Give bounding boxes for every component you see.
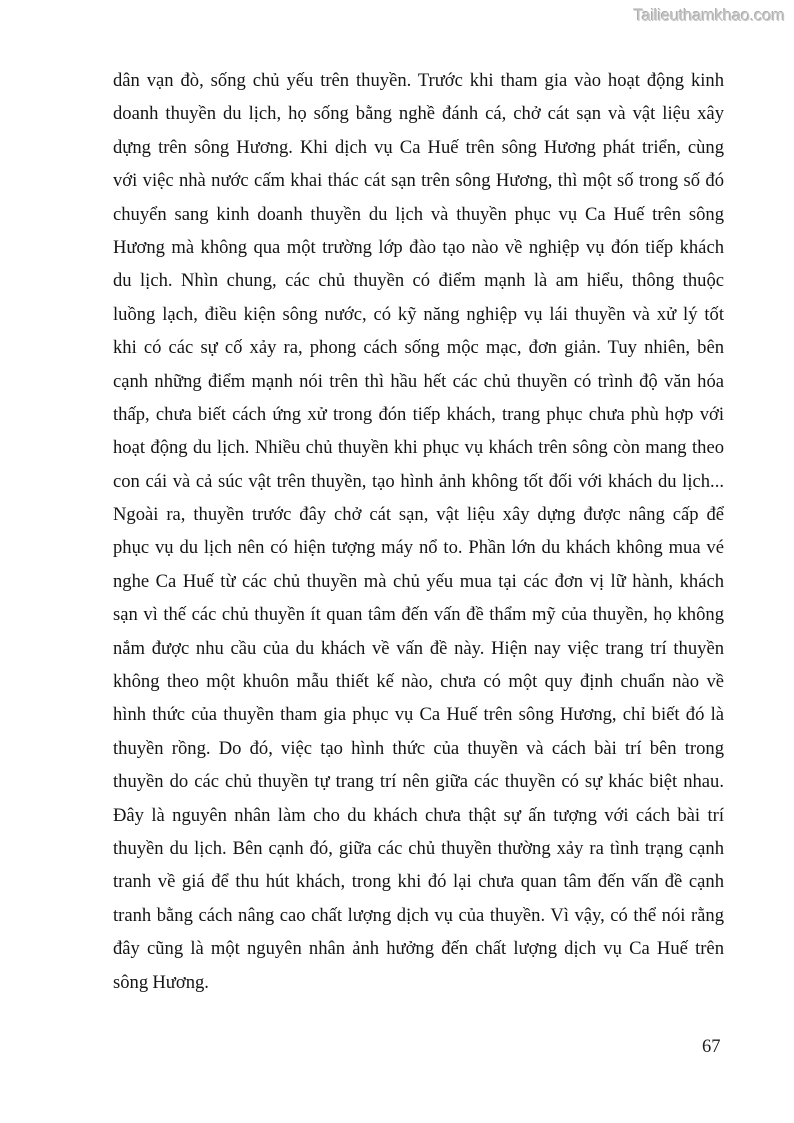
watermark-text: Tailieuthamkhao.com bbox=[633, 7, 785, 25]
text-line: dựng trên sông Hương. Khi dịch vụ Ca Huế trên sông Hương phát triển, cùng bbox=[113, 136, 724, 158]
text-line: thuyền rồng. Do đó, việc tạo hình thức của thuyền và cách bài trí bên trong bbox=[113, 737, 724, 759]
page-number: 67 bbox=[702, 1037, 721, 1057]
text-line: Ngoài ra, thuyền trước đây chở cát sạn, vật liệu xây dựng được nâng cấp để bbox=[113, 504, 724, 526]
body-paragraph bbox=[113, 64, 724, 999]
text-line: hình thức của thuyền tham gia phục vụ Ca Huế trên sông Hương, chỉ biết đó là bbox=[113, 704, 724, 726]
text-line: khi có các sự cố xảy ra, phong cách sống mộc mạc, đơn giản. Tuy nhiên, bên bbox=[113, 337, 724, 359]
text-line: thuyền do các chủ thuyền tự trang trí nên giữa các thuyền có sự khác biệt nhau. bbox=[113, 771, 724, 793]
text-line: phục vụ du lịch nên có hiện tượng máy nổ to. Phần lớn du khách không mua vé bbox=[113, 537, 724, 559]
text-line: con cái và cả súc vật trên thuyền, tạo hình ảnh không tốt đối với khách du lịch... bbox=[113, 470, 724, 492]
text-line: đây cũng là một nguyên nhân ảnh hưởng đến chất lượng dịch vụ Ca Huế trên bbox=[113, 938, 724, 960]
text-line: sông Hương. bbox=[113, 971, 209, 993]
text-line: tranh bằng cách nâng cao chất lượng dịch vụ của thuyền. Vì vậy, có thể nói rằng bbox=[113, 904, 724, 926]
text-line: cạnh những điểm mạnh nói trên thì hầu hết các chủ thuyền có trình độ văn hóa bbox=[113, 370, 724, 392]
text-line: thuyền du lịch. Bên cạnh đó, giữa các chủ thuyền thường xảy ra tình trạng cạnh bbox=[113, 837, 724, 859]
text-line: du lịch. Nhìn chung, các chủ thuyền có điểm mạnh là am hiểu, thông thuộc bbox=[113, 270, 724, 292]
text-line: doanh thuyền du lịch, họ sống bằng nghề đánh cá, chở cát sạn và vật liệu xây bbox=[113, 103, 724, 125]
text-line: sạn vì thế các chủ thuyền ít quan tâm đến vấn đề thẩm mỹ của thuyền, họ không bbox=[113, 604, 724, 626]
text-line: luồng lạch, điều kiện sông nước, có kỹ năng nghiệp vụ lái thuyền và xử lý tốt bbox=[113, 303, 724, 325]
text-line: Đây là nguyên nhân làm cho du khách chưa thật sự ấn tượng với cách bài trí bbox=[113, 804, 724, 826]
text-line: nghe Ca Huế từ các chủ thuyền mà chủ yếu mua tại các đơn vị lữ hành, khách bbox=[113, 570, 724, 592]
text-line: không theo một khuôn mẫu thiết kế nào, chưa có một quy định chuẩn nào về bbox=[113, 671, 724, 693]
text-line: với việc nhà nước cấm khai thác cát sạn trên sông Hương, thì một số trong số đó bbox=[113, 170, 724, 192]
text-line: dân vạn đò, sống chủ yếu trên thuyền. Trước khi tham gia vào hoạt động kinh bbox=[113, 70, 724, 91]
text-line: hoạt động du lịch. Nhiều chủ thuyền khi phục vụ khách trên sông còn mang theo bbox=[113, 437, 724, 459]
text-line: thấp, chưa biết cách ứng xử trong đón tiếp khách, trang phục chưa phù hợp với bbox=[113, 403, 724, 425]
text-line: tranh về giá để thu hút khách, trong khi đó lại chưa quan tâm đến vấn đề cạnh bbox=[113, 871, 724, 893]
text-line: chuyển sang kinh doanh thuyền du lịch và thuyền phục vụ Ca Huế trên sông bbox=[113, 203, 724, 225]
text-line: nắm được nhu cầu của du khách về vấn đề này. Hiện nay việc trang trí thuyền bbox=[113, 637, 724, 659]
text-line: Hương mà không qua một trường lớp đào tạo nào về nghiệp vụ đón tiếp khách bbox=[113, 236, 724, 258]
